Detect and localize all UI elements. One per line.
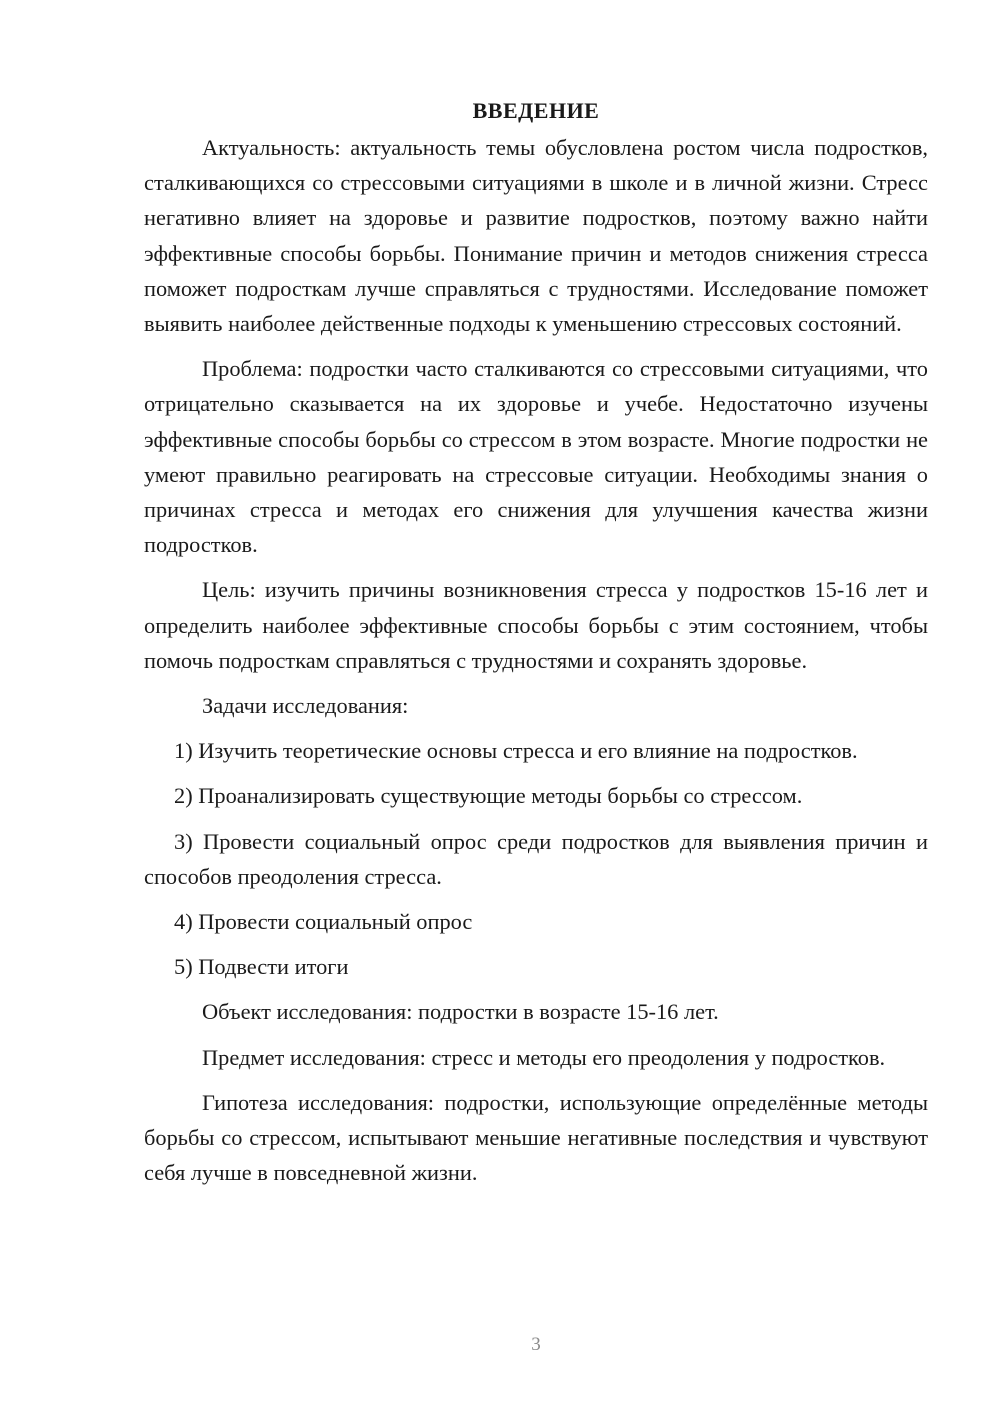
goal-paragraph: Цель: изучить причины возникновения стресса у подростков 15-16 лет и определить наиболее эффективные способы борьбы с этим состоянием, чтобы помочь подросткам справляться с трудностями и сохранять здоровье.	[144, 577, 928, 673]
task-item-5: 5) Подвести итоги	[174, 954, 349, 980]
task-item-1: 1) Изучить теоретические основы стресса и его влияние на подростков.	[174, 738, 858, 764]
task-item-3: 3) Провести социальный опрос среди подростков для выявления причин и способов преодоления стресса.	[144, 828, 928, 889]
problem-paragraph: Проблема: подростки часто сталкиваются со стрессовыми ситуациями, что отрицательно сказывается на их здоровье и учебе. Недостаточно изучены эффективные способы борьбы со стрессом в этом возрасте. Многие подростки не умеют правильно реагировать на стрессовые ситуации. Необходимы знания о причинах стресса и методах его снижения для улучшения качества жизни подростков.	[144, 356, 928, 558]
object-paragraph: Объект исследования: подростки в возрасте 15-16 лет.	[202, 999, 719, 1025]
hypothesis-paragraph: Гипотеза исследования: подростки, использующие определённые методы борьбы со стрессом, испытывают меньшие негативные последствия и чувствуют себя лучше в повседневной жизни.	[144, 1089, 928, 1186]
page-number: 3	[531, 1334, 541, 1355]
task-item-4: 4) Провести социальный опрос	[174, 909, 473, 935]
section-heading: ВВЕДЕНИЕ	[472, 98, 600, 123]
subject-paragraph: Предмет исследования: стресс и методы его преодоления у подростков.	[202, 1044, 886, 1070]
tasks-title: Задачи исследования:	[202, 693, 409, 719]
task-item-2: 2) Проанализировать существующие методы борьбы со стрессом.	[174, 783, 803, 809]
relevance-paragraph: Актуальность: актуальность темы обусловлена ростом числа подростков, сталкивающихся со стрессовыми ситуациями в школе и в личной жизни. Стресс негативно влияет на здоровье и развитие подростков, поэтому важно найти эффективные способы борьбы. Понимание причин и методов снижения стресса поможет подросткам лучше справляться с трудностями. Исследование поможет выявить наиболее действенные подходы к уменьшению стрессовых состояний.	[144, 135, 928, 337]
page-content	[144, 96, 928, 1198]
